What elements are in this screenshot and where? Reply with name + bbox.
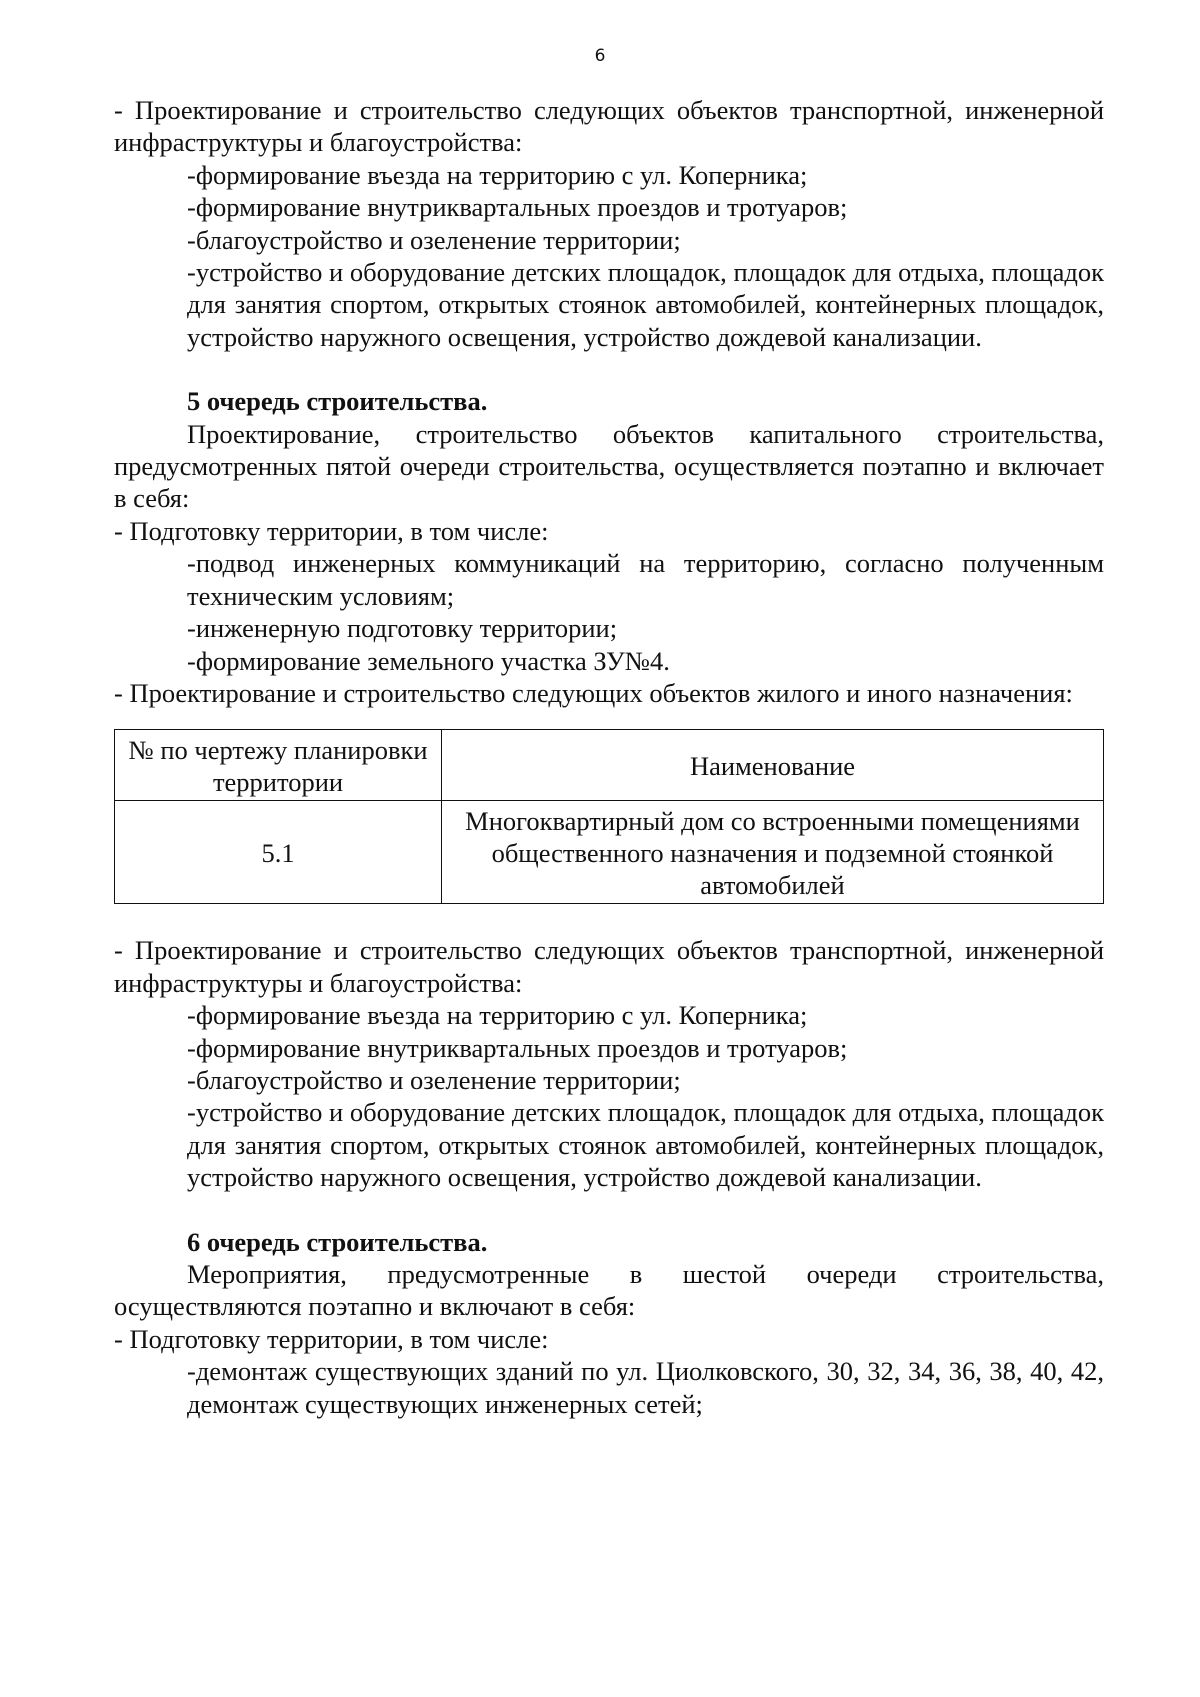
table-header-row: [115, 730, 1104, 801]
objects-table: [114, 729, 1104, 904]
table-row: [115, 801, 1104, 904]
list-item: -формирование въезда на территорию с ул. Коперника;: [187, 1000, 808, 1031]
preparation-title: - Подготовку территории, в том числе:: [114, 515, 549, 546]
list-item: -формирование внутриквартальных проездов и тротуаров;: [187, 192, 848, 223]
column-header-number: № по чертежу планировки территории: [115, 730, 442, 801]
spacer: [114, 353, 1104, 385]
stage-6-intro: Мероприятия, предусмотренные в шестой очереди строительства, осуществляются поэтапно и включают в себя:: [114, 1258, 1104, 1322]
document-body: [114, 94, 1104, 1420]
list-item: -устройство и оборудование детских площадок, площадок для отдыха, площадок для занятия спортом, открытых стоянок автомобилей, контейнерных площадок, устройство наружного освещения, устройство дождевой канализации.: [187, 1097, 1104, 1193]
list-item: -подвод инженерных коммуникаций на территорию, согласно полученным техническим условиям;: [187, 548, 1104, 611]
table-cell-number: 5.1: [115, 801, 442, 904]
spacer: [114, 1194, 1104, 1226]
table-cell-name: Многоквартирный дом со встроенными помещениями общественного назначения и подземной стоянкой автомобилей: [442, 801, 1104, 904]
stage-6-heading: 6 очередь строительства.: [187, 1226, 488, 1257]
infrastructure-intro: - Проектирование и строительство следующих объектов транспортной, инженерной инфраструктуры и благоустройства:: [114, 95, 1104, 158]
preparation-title: - Подготовку территории, в том числе:: [114, 1323, 549, 1354]
infrastructure-intro: - Проектирование и строительство следующих объектов транспортной, инженерной инфраструктуры и благоустройства:: [114, 935, 1104, 998]
page-number: 6: [594, 46, 606, 66]
objects-intro: - Проектирование и строительство следующих объектов жилого и иного назначения:: [114, 677, 1073, 708]
stage-5-heading: 5 очередь строительства.: [187, 386, 488, 417]
list-item: -формирование внутриквартальных проездов и тротуаров;: [187, 1032, 848, 1063]
list-item: -устройство и оборудование детских площадок, площадок для отдыха, площадок для занятия спортом, открытых стоянок автомобилей, контейнерных площадок, устройство наружного освещения, устройство дождевой канализации.: [187, 257, 1104, 352]
list-item: -благоустройство и озеленение территории;: [187, 224, 681, 255]
stage-5-intro: Проектирование, строительство объектов капитального строительства, предусмотренных пятой очереди строительства, осуществляется поэтапно и включает в себя:: [114, 418, 1104, 514]
list-item: -демонтаж существующих зданий по ул. Циолковского, 30, 32, 34, 36, 38, 40, 42, демонтаж существующих инженерных сетей;: [187, 1356, 1104, 1419]
column-header-name: Наименование: [442, 730, 1104, 801]
list-item: -формирование въезда на территорию с ул. Коперника;: [187, 159, 808, 190]
list-item: -инженерную подготовку территории;: [187, 613, 618, 644]
list-item: -благоустройство и озеленение территории;: [187, 1064, 681, 1095]
list-item: -формирование земельного участка ЗУ№4.: [187, 645, 670, 676]
